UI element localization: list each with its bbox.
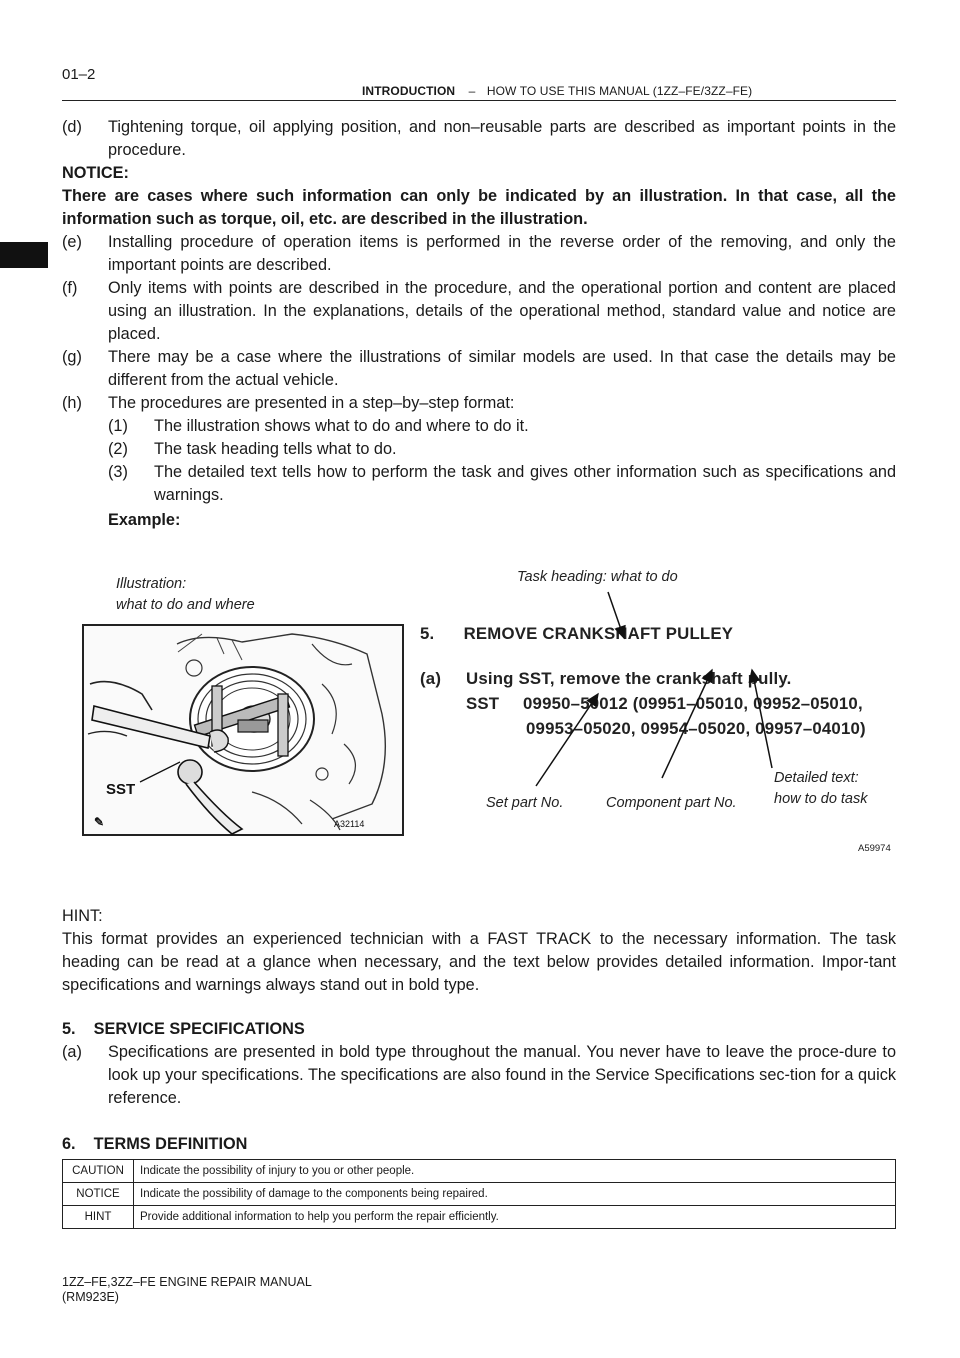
figure-code: A59974 [858,843,891,854]
footer [62,1275,312,1305]
footer-manual-code: (RM923E) [62,1290,119,1304]
term-cell: CAUTION [63,1160,134,1183]
terms-heading: 6. TERMS DEFINITION [62,1135,248,1153]
sst-label: SST [466,694,500,713]
section-tab [0,242,48,268]
header-subsection: HOW TO USE THIS MANUAL (1ZZ–FE/3ZZ–FE) [486,84,753,98]
header-section: INTRODUCTION [362,84,456,98]
item-d: (d) Tightening torque, oil applying position, and non–reusable parts are described as important points in the procedure. [62,118,896,159]
photo-sst-label: SST [106,781,136,798]
hint-text: This format provides an experienced technician with a FAST TRACK to the necessary information. The task heading can be read at a glance when necessary, and the text below provides detailed information. Impor-tant specifications and warnings always stand out in bold type. [62,930,896,994]
definition-cell: Indicate the possibility of injury to you or other people. [134,1160,896,1183]
term-cell: NOTICE [63,1183,134,1206]
callout-set-part: Set part No. [486,795,564,811]
item-h2: (2) The task heading tells what to do. [108,440,397,458]
term-cell: HINT [63,1206,134,1229]
service-specs-heading: 5. SERVICE SPECIFICATIONS [62,1020,305,1038]
item-h3: (3) The detailed text tells how to perform the task and gives other information such as specifications and warnings. [108,463,896,504]
sst-line-2: 09953–05020, 09954–05020, 09957–04010) [526,719,866,738]
table-row [63,1206,896,1229]
callout-illustration: Illustration: what to do and where [116,576,255,613]
table-row [63,1183,896,1206]
item-g: (g) There may be a case where the illustrations of similar models are used. In that case the details may be different from the actual vehicle. [62,348,896,389]
terms-table [62,1159,896,1229]
sst-photo [82,624,404,836]
callout-detailed-text: Detailed text: how to do task [774,770,868,807]
footer-manual-title: 1ZZ–FE,3ZZ–FE ENGINE REPAIR MANUAL [62,1275,312,1289]
callout-arrows [400,580,880,800]
photo-code: A32114 [334,819,365,829]
notice-label: NOTICE: [62,164,129,182]
step-a-label: (a) [420,669,442,688]
item-e: (e) Installing procedure of operation items is performed in the reverse order of the removing, and only the important points are described. [62,233,896,274]
hint-label: HINT: [62,907,103,925]
page-number: 01–2 [62,66,96,83]
item-f: (f) Only items with points are described in the procedure, and the operational portion and content are placed using an illustration. In the explanations, details of the operational method, standard value and notice are placed. [62,279,896,343]
step-heading: 5. REMOVE CRANKSHAFT PULLEY [420,624,734,643]
sst-line-1: 09950–50012 (09951–05010, 09952–05010, [523,694,863,713]
service-specs-a: (a) Specifications are presented in bold type throughout the manual. You never have to leave the proce-dure to look up your specifications. The specifications are also found in the Service Specifications sec-tion for a quick reference. [62,1043,896,1107]
definition-cell: Provide additional information to help you perform the repair efficiently. [134,1206,896,1229]
running-header [362,84,752,98]
item-h: (h) The procedures are presented in a step–by–step format: [62,394,515,412]
notice-text: There are cases where such information can only be indicated by an illustration. In that case, all the information such as torque, oil, etc. are described in the illustration. [62,187,896,228]
header-rule [62,100,896,101]
table-row [63,1160,896,1183]
item-h1: (1) The illustration shows what to do and where to do it. [108,417,529,435]
definition-cell: Indicate the possibility of damage to the components being repaired. [134,1183,896,1206]
step-a-text: Using SST, remove the crankshaft pully. [466,669,792,688]
callout-component-part: Component part No. [606,795,737,811]
callout-task-heading: Task heading: what to do [517,569,678,585]
photo-mark-icon: ✎ [94,815,105,829]
example-label: Example: [108,511,181,529]
header-dash: – [468,84,476,98]
